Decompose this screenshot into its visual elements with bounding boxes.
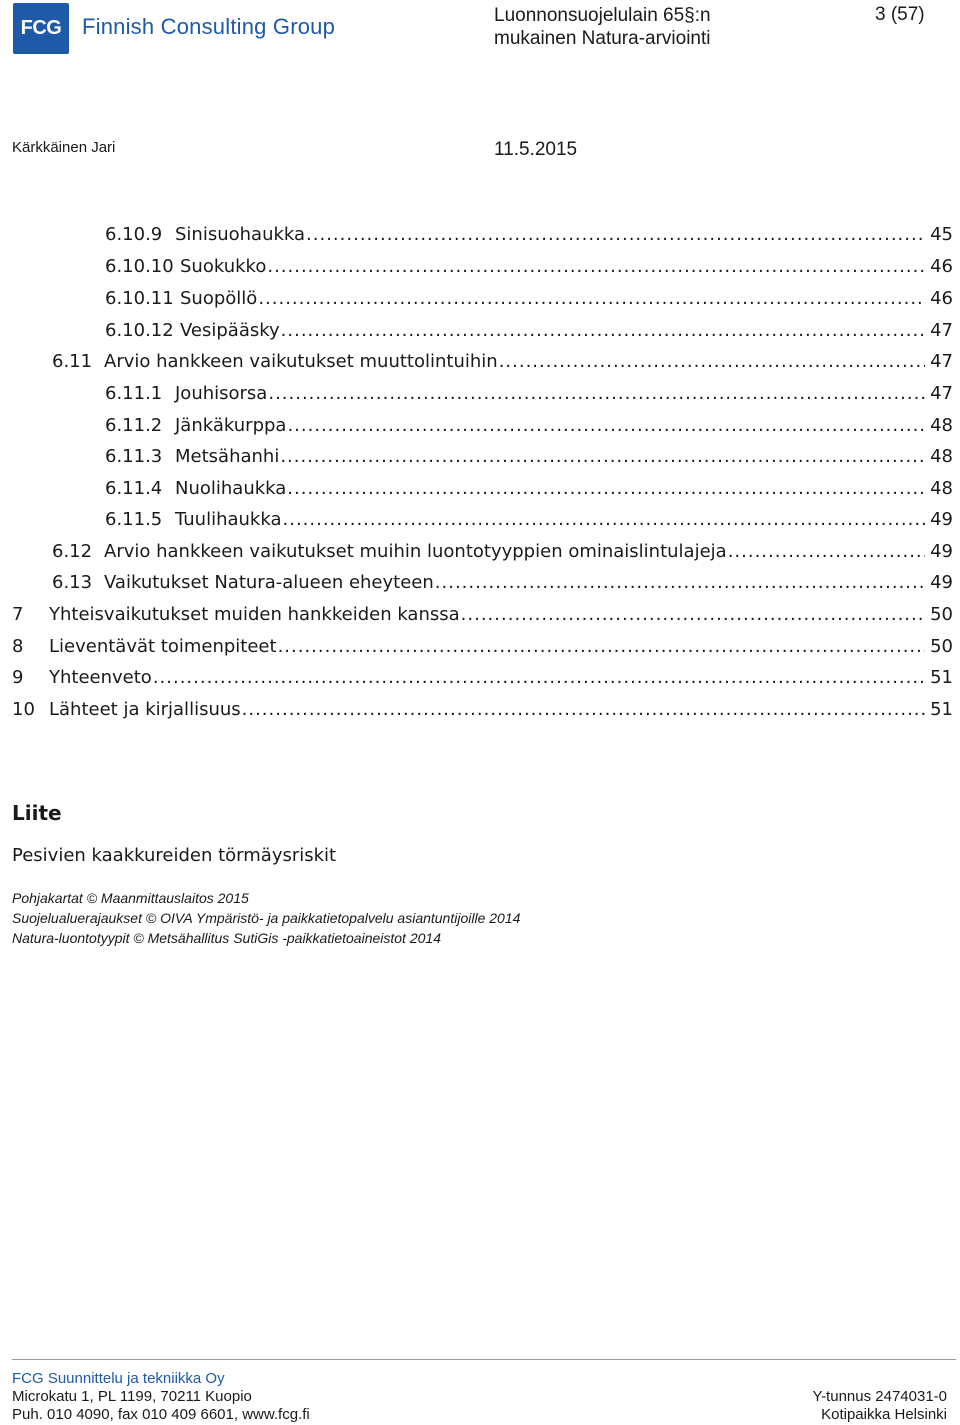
toc-page: 50	[930, 636, 953, 657]
toc-page: 51	[930, 699, 953, 720]
toc-number: 6.10.10	[105, 256, 174, 277]
toc-entry[interactable]	[12, 604, 953, 634]
toc-page: 47	[930, 383, 953, 404]
toc-number: 6.11.3	[105, 446, 163, 467]
toc-title: Suokukko	[180, 256, 267, 277]
toc-page: 49	[930, 509, 953, 530]
toc-leader	[281, 320, 925, 341]
toc-leader	[280, 446, 925, 467]
footer-business-id: Y-tunnus 2474031-0	[812, 1388, 947, 1405]
toc-number: 9	[12, 667, 24, 688]
logo-name: Finnish Consulting Group	[82, 14, 336, 39]
toc-title: Metsähanhi	[175, 446, 280, 467]
toc-entry[interactable]	[105, 383, 953, 413]
toc-page: 48	[930, 415, 953, 436]
toc-number: 7	[12, 604, 24, 625]
toc-leader	[283, 509, 926, 530]
toc-leader	[278, 636, 926, 657]
toc-entry[interactable]	[52, 351, 953, 381]
footer-company: FCG Suunnittelu ja tekniikka Oy	[12, 1370, 225, 1387]
toc-leader	[287, 478, 925, 499]
toc-leader	[461, 604, 925, 625]
toc-page: 45	[930, 224, 953, 245]
toc-page: 47	[930, 351, 953, 372]
toc-entry[interactable]	[105, 256, 953, 286]
toc-entry[interactable]	[105, 320, 953, 350]
toc-leader	[306, 224, 925, 245]
toc-title: Yhteenveto	[49, 667, 152, 688]
footer-contact: Puh. 010 4090, fax 010 409 6601, www.fcg.fi	[12, 1406, 310, 1423]
toc-number: 6.10.12	[105, 320, 174, 341]
toc-entry[interactable]	[105, 478, 953, 508]
toc-page: 51	[930, 667, 953, 688]
toc-leader	[258, 288, 925, 309]
toc-title: Arvio hankkeen vaikutukset muihin luontotyyppien ominaislintulajeja	[104, 541, 727, 562]
toc-title: Lieventävät toimenpiteet	[49, 636, 277, 657]
page-number: 3 (57)	[875, 4, 925, 25]
toc-title: Jouhisorsa	[175, 383, 268, 404]
appendix-title: Pesivien kaakkureiden törmäysriskit	[12, 845, 337, 866]
toc-page: 46	[930, 288, 953, 309]
company-logo	[13, 3, 69, 54]
toc-number: 6.13	[52, 572, 93, 593]
toc-page: 48	[930, 478, 953, 499]
toc-number: 6.12	[52, 541, 93, 562]
toc-title: Yhteisvaikutukset muiden hankkeiden kanssa	[49, 604, 460, 625]
author: Kärkkäinen Jari	[12, 139, 116, 156]
footer-domicile: Kotipaikka Helsinki	[821, 1406, 947, 1423]
toc-entry[interactable]	[52, 541, 953, 571]
toc-number: 6.10.11	[105, 288, 174, 309]
footer-address: Microkatu 1, PL 1199, 70211 Kuopio	[12, 1388, 252, 1405]
document-date: 11.5.2015	[494, 139, 578, 160]
toc-entry[interactable]	[12, 699, 953, 729]
toc-number: 6.11.4	[105, 478, 163, 499]
toc-leader	[268, 383, 925, 404]
document-title: Luonnonsuojelulain 65§:n mukainen Natura-arviointi	[494, 5, 711, 49]
map-credit: Pohjakartat © Maanmittauslaitos 2015	[12, 890, 249, 906]
toc-number: 6.10.9	[105, 224, 163, 245]
toc-page: 49	[930, 572, 953, 593]
toc-title: Vaikutukset Natura-alueen eheyteen	[104, 572, 434, 593]
logo-mark: FCG	[20, 17, 62, 39]
toc-leader	[728, 541, 925, 562]
toc-leader	[287, 415, 925, 436]
toc-page: 46	[930, 256, 953, 277]
toc-leader	[153, 667, 925, 688]
toc-number: 10	[12, 699, 35, 720]
footer-divider	[12, 1359, 956, 1360]
toc-entry[interactable]	[52, 572, 953, 602]
toc-title: Nuolihaukka	[175, 478, 287, 499]
toc-title: Arvio hankkeen vaikutukset muuttolintuihin	[104, 351, 498, 372]
toc-page: 50	[930, 604, 953, 625]
toc-entry[interactable]	[12, 667, 953, 697]
toc-number: 6.11	[52, 351, 93, 372]
toc-leader	[242, 699, 925, 720]
map-credit: Natura-luontotyypit © Metsähallitus SutiGis -paikkatietoaineistot 2014	[12, 930, 441, 946]
toc-leader	[499, 351, 925, 372]
toc-title: Jänkäkurppa	[175, 415, 287, 436]
toc-title: Tuulihaukka	[175, 509, 282, 530]
toc-entry[interactable]	[105, 288, 953, 318]
toc-title: Sinisuohaukka	[175, 224, 306, 245]
toc-page: 48	[930, 446, 953, 467]
toc-entry[interactable]	[105, 446, 953, 476]
toc-number: 8	[12, 636, 24, 657]
toc-leader	[267, 256, 925, 277]
toc-entry[interactable]	[105, 509, 953, 539]
toc-number: 6.11.5	[105, 509, 163, 530]
toc-entry[interactable]	[105, 415, 953, 445]
toc-title: Suopöllö	[180, 288, 258, 309]
toc-number: 6.11.1	[105, 383, 163, 404]
appendix-heading: Liite	[12, 801, 62, 825]
toc-page: 49	[930, 541, 953, 562]
toc-page: 47	[930, 320, 953, 341]
toc-entry[interactable]	[105, 224, 953, 254]
toc-title: Lähteet ja kirjallisuus	[49, 699, 241, 720]
toc-leader	[435, 572, 925, 593]
map-credit: Suojelualuerajaukset © OIVA Ympäristö- ja paikkatietopalvelu asiantuntijoille 2014	[12, 910, 521, 926]
toc-title: Vesipääsky	[180, 320, 280, 341]
toc-number: 6.11.2	[105, 415, 163, 436]
toc-entry[interactable]	[12, 636, 953, 666]
